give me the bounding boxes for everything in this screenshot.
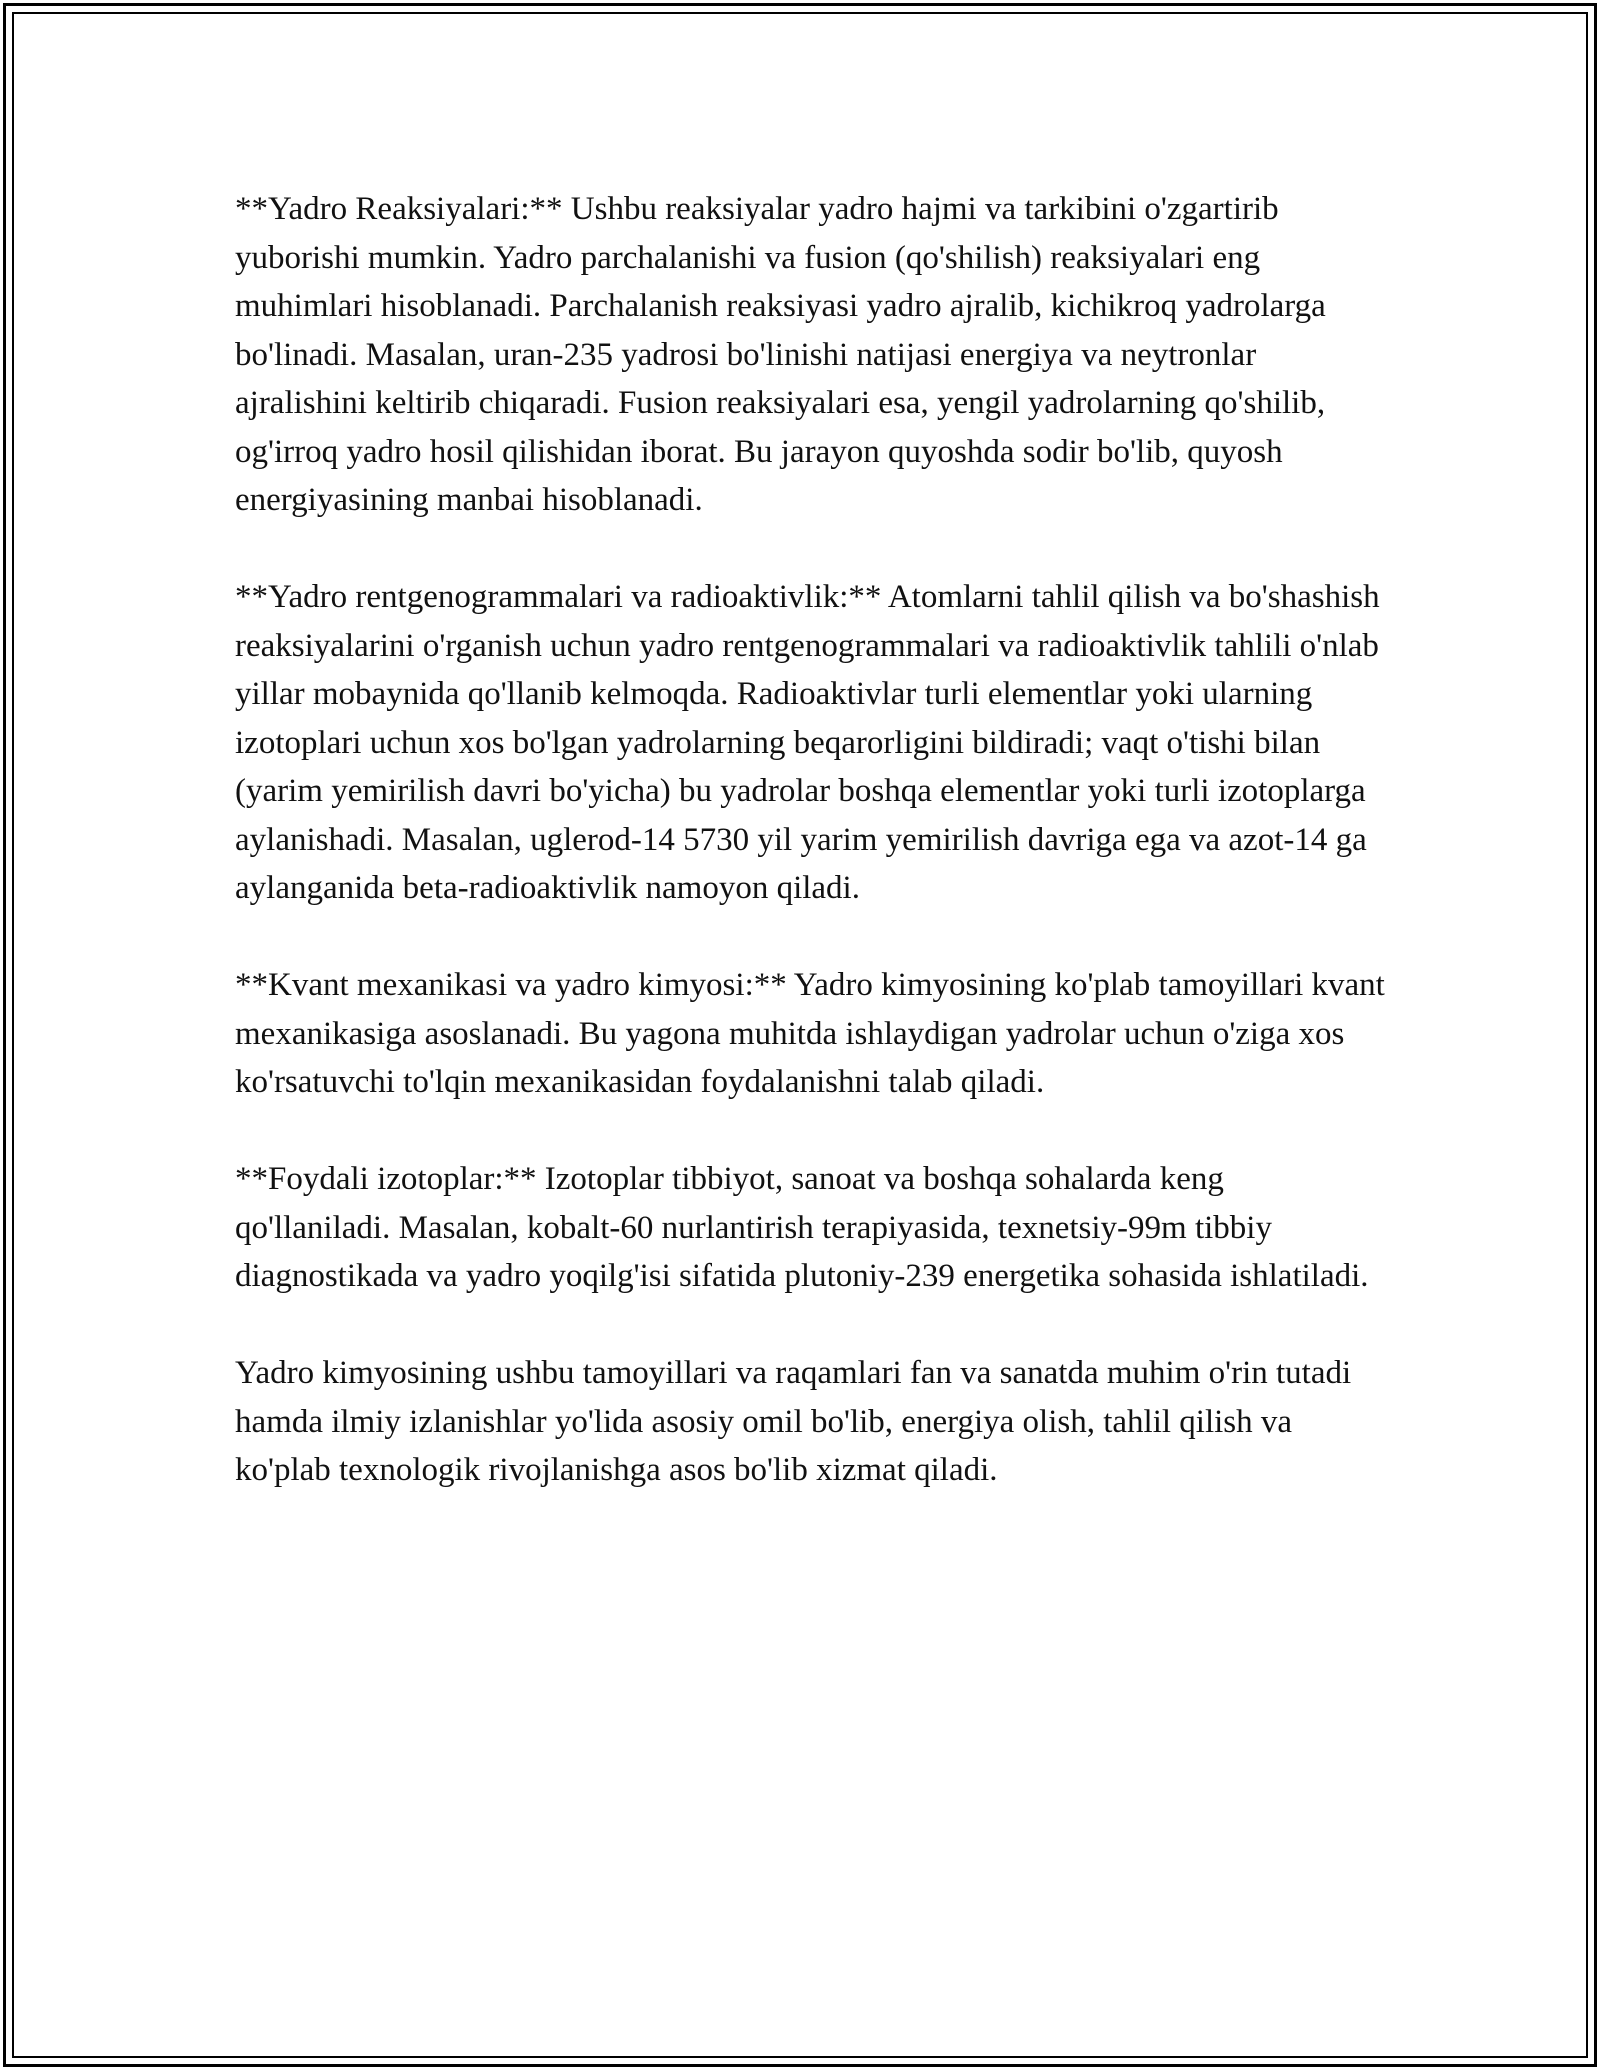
document-body [235,185,1385,1495]
paragraph-useful-isotopes: **Foydali izotoplar:** Izotoplar tibbiyot, sanoat va boshqa sohalarda keng qo'llaniladi. Masalan, kobalt-60 nurlantirish terapiyasida, texnetsiy-99m tibbiy diagnostikada va yadro yoqilg'isi sifatida plutoniy-239 energetika sohasida ishlatiladi. [235,1161,1369,1294]
paragraph-nuclear-reactions: **Yadro Reaksiyalari:** Ushbu reaksiyalar yadro hajmi va tarkibini o'zgartirib yuborishi mumkin. Yadro parchalanishi va fusion (qo'shilish) reaksiyalari eng muhimlari hisoblanadi. Parchalanish reaksiyasi yadro ajralib, kichikroq yadrolarga bo'linadi. Masalan, uran-235 yadrosi bo'linishi natijasi energiya va neytronlar ajralishini keltirib chiqaradi. Fusion reaksiyalari esa, yengil yadrolarning qo'shilib, og'irroq yadro hosil qilishidan iborat. Bu jarayon quyoshda sodir bo'lib, quyosh energiyasining manbai hisoblanadi. [235,191,1326,518]
paragraph-radioactivity: **Yadro rentgenogrammalari va radioaktivlik:** Atomlarni tahlil qilish va bo'shashish reaksiyalarini o'rganish uchun yadro rentgenogrammalari va radioaktivlik tahlili o'nlab yillar mobaynida qo'llanib kelmoqda. Radioaktivlar turli elementlar yoki ularning izotoplari uchun xos bo'lgan yadrolarning beqarorligini bildiradi; vaqt o'tishi bilan (yarim yemirilish davri bo'yicha) bu yadrolar boshqa elementlar yoki turli izotoplarga aylanishadi. Masalan, uglerod-14 5730 yil yarim yemirilish davriga ega va azot-14 ga aylanganida beta-radioaktivlik namoyon qiladi. [235,579,1380,906]
paragraph-quantum-mechanics: **Kvant mexanikasi va yadro kimyosi:** Yadro kimyosining ko'plab tamoyillari kvant mexanikasiga asoslanadi. Bu yagona muhitda ishlaydigan yadrolar uchun o'ziga xos ko'rsatuvchi to'lqin mexanikasidan foydalanishni talab qiladi. [235,967,1385,1100]
paragraph-conclusion: Yadro kimyosining ushbu tamoyillari va raqamlari fan va sanatda muhim o'rin tutadi hamda ilmiy izlanishlar yo'lida asosiy omil bo'lib, energiya olish, tahlil qilish va ko'plab texnologik rivojlanishga asos bo'lib xizmat qiladi. [235,1355,1352,1488]
